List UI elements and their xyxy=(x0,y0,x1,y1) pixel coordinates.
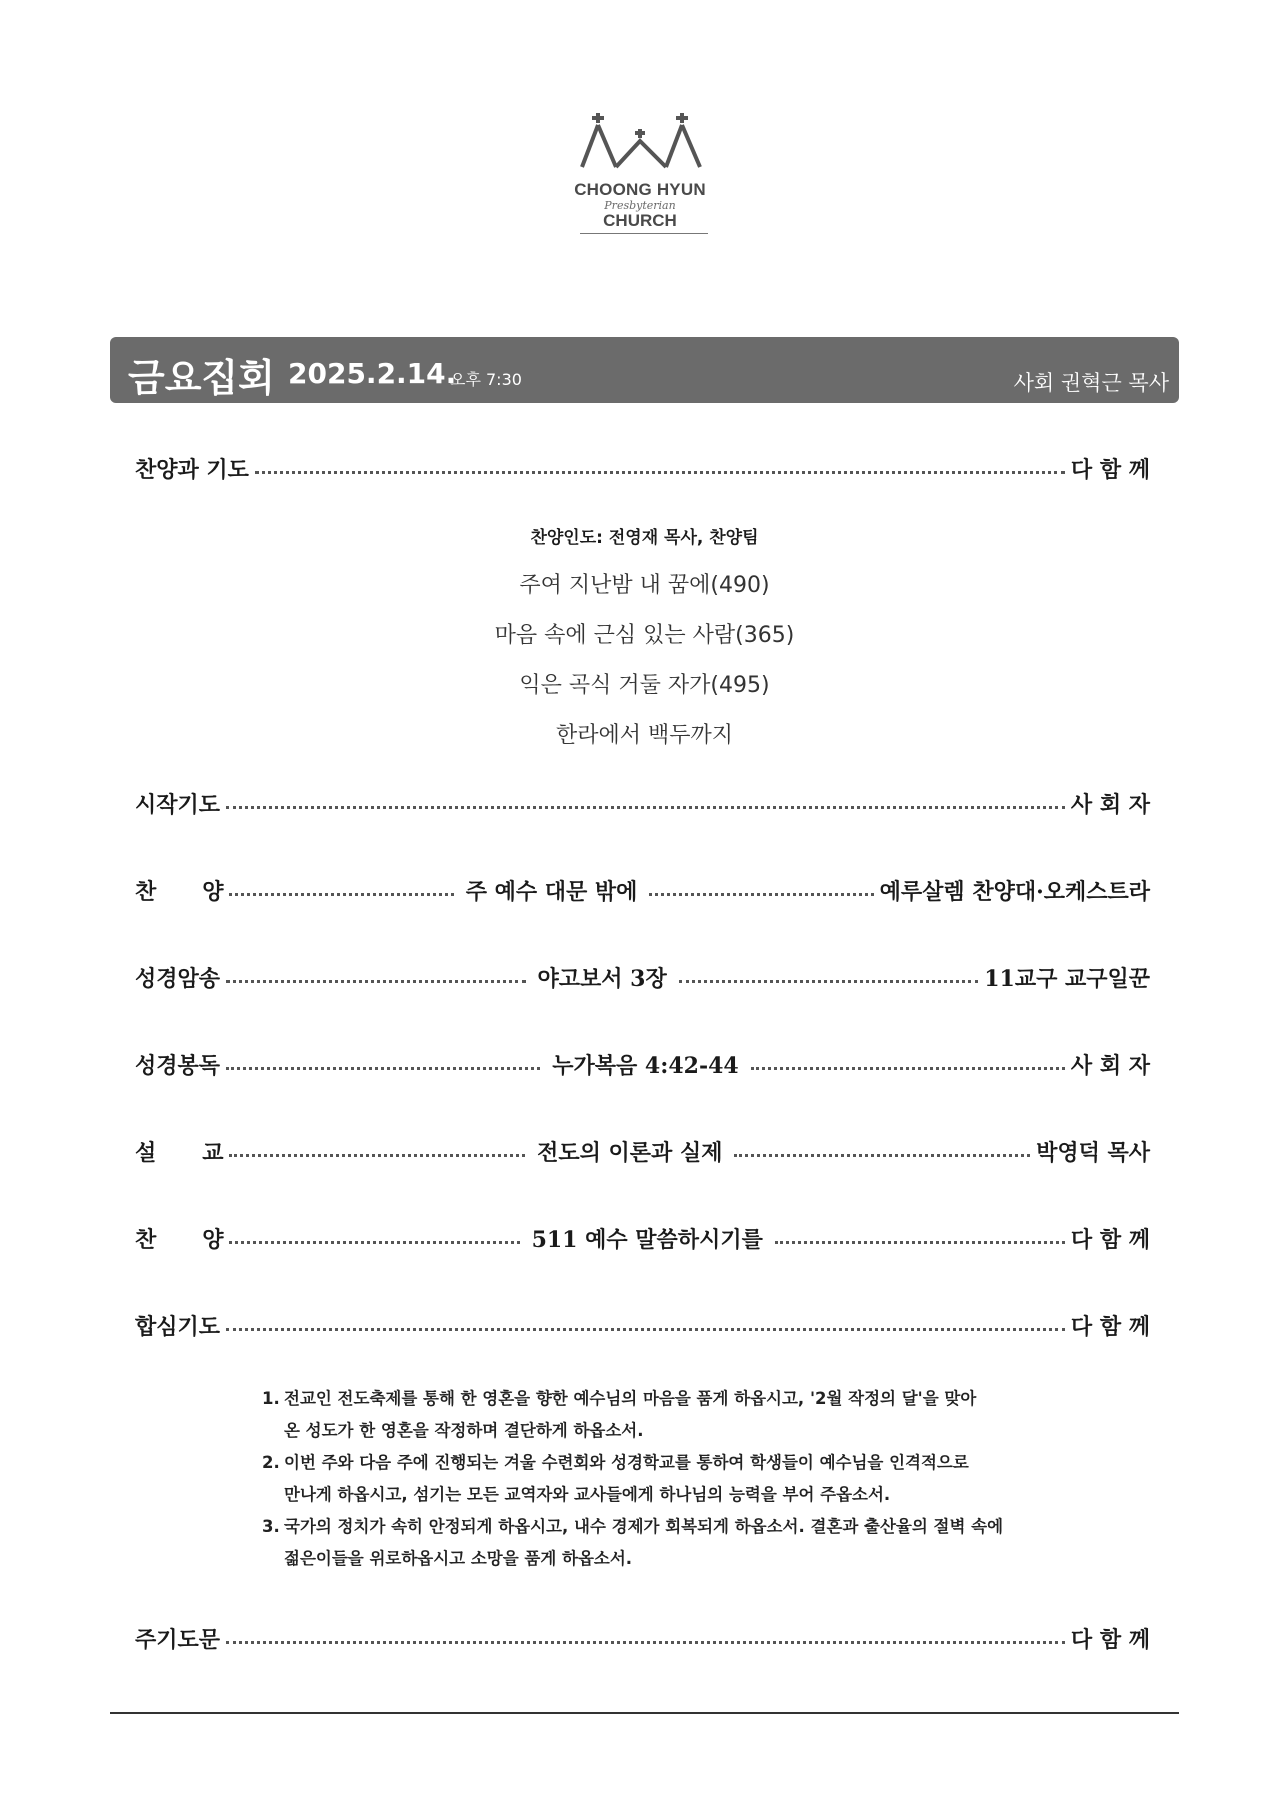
order-row-opening-prayer xyxy=(135,783,1150,823)
leader-dots xyxy=(649,893,873,896)
prayer-number: 3. xyxy=(262,1517,280,1536)
prayer-topics xyxy=(262,1383,1062,1575)
service-leader: 사회 권혁근 목사 xyxy=(1013,371,1169,395)
order-item-title: 야고보서 3장 xyxy=(537,965,667,992)
prayer-number: 2. xyxy=(262,1453,280,1472)
prayer-topic xyxy=(262,1383,1062,1447)
prayer-line: 젊은이들을 위로하옵시고 소망을 품게 하옵소서. xyxy=(284,1549,633,1568)
order-item-label: 찬 양 xyxy=(135,878,224,905)
prayer-line: 온 성도가 한 영혼을 작정하며 결단하게 하옵소서. xyxy=(284,1421,644,1440)
leader-dots xyxy=(229,893,453,896)
leader-dots xyxy=(226,1641,1065,1644)
prayer-topic xyxy=(262,1511,1062,1575)
leader-dots xyxy=(734,1154,1030,1157)
logo-underline xyxy=(580,233,708,234)
leader-dots xyxy=(226,806,1065,809)
order-item-title: 누가복음 4:42-44 xyxy=(552,1052,739,1079)
prayer-line: 전교인 전도축제를 통해 한 영혼을 향한 예수님의 마음을 품게 하옵시고, '2월 작정의 달'을 맞아 xyxy=(284,1389,977,1408)
leader-dots xyxy=(229,1154,525,1157)
logo-subtitle: Presbyterian xyxy=(604,199,676,212)
order-item-person: 다 함 께 xyxy=(1070,1226,1150,1253)
bottom-divider xyxy=(110,1712,1179,1714)
prayer-number: 1. xyxy=(262,1389,280,1408)
order-item-person: 사 회 자 xyxy=(1070,791,1150,818)
leader-dots xyxy=(226,980,525,983)
church-spires-icon xyxy=(560,105,720,177)
order-item-person: 다 함 께 xyxy=(1070,1313,1150,1340)
order-row-sermon xyxy=(135,1131,1150,1171)
order-item-person: 다 함 께 xyxy=(1070,456,1150,483)
service-header-bar xyxy=(110,337,1179,403)
leader-dots xyxy=(229,1241,519,1244)
leader-dots xyxy=(775,1241,1065,1244)
order-item-title: 511 예수 말씀하시기를 xyxy=(531,1226,763,1253)
service-date: 2025.2.14. xyxy=(288,357,457,390)
praise-song: 익은 곡식 거둘 자가(495) xyxy=(519,673,770,698)
order-item-label: 시작기도 xyxy=(135,791,221,818)
order-item-person: 사 회 자 xyxy=(1070,1052,1150,1079)
leader-dots xyxy=(226,1067,540,1070)
leader-dots xyxy=(255,471,1065,474)
order-row-praise-prayer xyxy=(135,448,1150,488)
service-time: 오후 7:30 xyxy=(450,370,522,389)
order-item-label: 찬양과 기도 xyxy=(135,456,249,483)
order-item-person: 박영덕 목사 xyxy=(1036,1139,1151,1166)
order-item-label: 성경봉독 xyxy=(135,1052,221,1079)
church-logo xyxy=(560,105,720,240)
praise-song: 한라에서 백두까지 xyxy=(555,723,733,748)
order-item-label: 성경암송 xyxy=(135,965,221,992)
prayer-line: 이번 주와 다음 주에 진행되는 겨울 수련회와 성경학교를 통하여 학생들이 예수님을 인격적으로 xyxy=(284,1453,969,1472)
logo-name: CHOONG HYUN xyxy=(574,180,706,199)
order-row-closing-hymn xyxy=(135,1218,1150,1258)
service-title: 금요집회 xyxy=(128,356,275,400)
prayer-topic xyxy=(262,1447,1062,1511)
order-row-scripture-reading xyxy=(135,1044,1150,1084)
logo-church: CHURCH xyxy=(603,211,677,230)
order-item-label: 주기도문 xyxy=(135,1626,221,1653)
order-item-person: 다 함 께 xyxy=(1070,1626,1150,1653)
order-item-label: 설 교 xyxy=(135,1139,224,1166)
prayer-line: 만나게 하옵시고, 섬기는 모든 교역자와 교사들에게 하나님의 능력을 부어 주옵소서. xyxy=(284,1485,891,1504)
order-item-person: 예루살렘 찬양대·오케스트라 xyxy=(879,878,1150,905)
order-item-title: 전도의 이론과 실제 xyxy=(537,1139,723,1166)
leader-dots xyxy=(751,1067,1065,1070)
order-row-scripture-recitation xyxy=(135,957,1150,997)
praise-song: 마음 속에 근심 있는 사람(365) xyxy=(494,623,795,648)
order-item-person: 11교구 교구일꾼 xyxy=(984,965,1151,992)
praise-leader: 찬양인도: 전영재 목사, 찬양팀 xyxy=(530,528,759,548)
order-item-title: 주 예수 대문 밖에 xyxy=(465,878,638,905)
order-item-label: 찬 양 xyxy=(135,1226,224,1253)
order-item-label: 합심기도 xyxy=(135,1313,221,1340)
praise-song: 주여 지난밤 내 꿈에(490) xyxy=(519,573,770,598)
prayer-line: 국가의 정치가 속히 안정되게 하옵시고, 내수 경제가 회복되게 하옵소서. 결혼과 출산율의 절벽 속에 xyxy=(284,1517,1004,1536)
leader-dots xyxy=(679,980,978,983)
order-row-hymn xyxy=(135,870,1150,910)
order-row-lords-prayer xyxy=(135,1618,1150,1658)
order-row-unison-prayer xyxy=(135,1305,1150,1345)
leader-dots xyxy=(226,1328,1065,1331)
